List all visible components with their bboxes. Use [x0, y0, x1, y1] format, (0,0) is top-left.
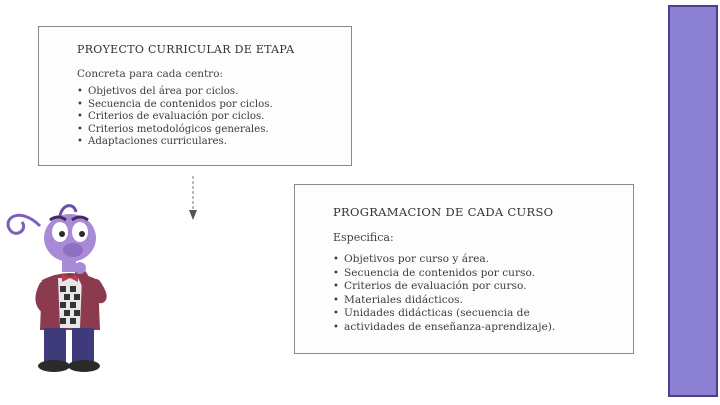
list-item: • Criterios de evaluación por ciclos.	[77, 111, 351, 124]
list-item: • Unidades didácticas (secuencia de	[333, 307, 633, 321]
list-item: • Secuencia de contenidos por curso.	[333, 267, 633, 281]
down-arrow-icon	[186, 176, 200, 222]
curso-box-title: PROGRAMACION DE CADA CURSO	[333, 205, 554, 219]
list-item: • Criterios de evaluación por curso.	[333, 280, 633, 294]
list-item: • Adaptaciones curriculares.	[77, 136, 351, 149]
list-item: • Materiales didácticos.	[333, 294, 633, 308]
etapa-box-intro: Concreta para cada centro:	[77, 68, 224, 80]
list-item: • Secuencia de contenidos por ciclos.	[77, 99, 351, 112]
list-item: • Objetivos por curso y área.	[333, 253, 633, 267]
list-item: • Criterios metodológicos generales.	[77, 124, 351, 137]
list-item-continuation: • actividades de enseñanza-aprendizaje).	[333, 321, 633, 335]
curso-box-intro: Especifica:	[333, 231, 394, 244]
cartoon-character-illustration	[0, 196, 120, 374]
sidebar-panel	[668, 5, 718, 397]
etapa-items-list	[77, 86, 351, 149]
curso-items-list	[333, 253, 633, 335]
list-item: • Objetivos del área por ciclos.	[77, 86, 351, 99]
curso-program-box	[294, 184, 634, 354]
etapa-box-title: PROYECTO CURRICULAR DE ETAPA	[77, 43, 295, 56]
etapa-project-box	[38, 26, 352, 166]
